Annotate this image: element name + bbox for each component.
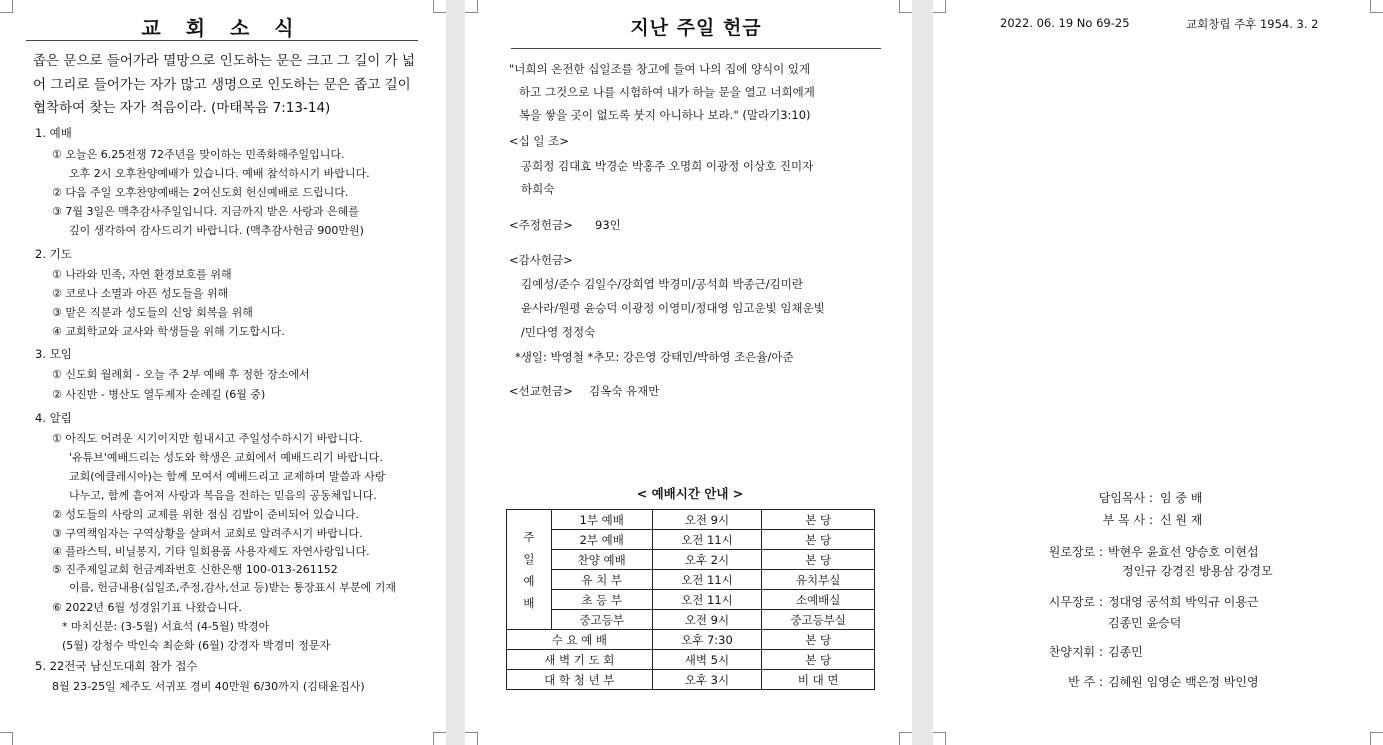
table-row bbox=[507, 630, 875, 650]
choir-director: 김종민 bbox=[1108, 645, 1143, 659]
pastor-label: 담임목사 : bbox=[1098, 491, 1153, 505]
pastor-name: 임 중 배 bbox=[1160, 491, 1203, 505]
list-item-cont: 깊이 생각하여 감사드리기 바랍니다. (맥추감사헌금 900만원) bbox=[69, 224, 364, 237]
list-item-cont: (5월) 강청수 박인숙 최순화 (6월) 강경자 박경미 정문자 bbox=[62, 639, 331, 652]
crop-mark bbox=[1370, 732, 1383, 745]
service-name: 수 요 예 배 bbox=[507, 630, 653, 650]
list-item: ① 오늘은 6.25전쟁 72주년을 맞이하는 민족화해주일입니다. bbox=[52, 148, 345, 161]
thanks-label: <감사헌금> bbox=[509, 253, 573, 267]
list-item: ④ 교회학교와 교사와 학생들을 위해 기도합시다. bbox=[52, 325, 285, 338]
thanks-names: 김예성/준수 김일수/강희엽 박경미/공석희 박종근/김미란 bbox=[521, 277, 803, 291]
list-item: ④ 플라스틱, 비닐봉지, 기타 일회용품 사용자제도 자연사랑입니다. bbox=[52, 545, 370, 558]
accompanists: 김혜원 임영순 백은정 박인영 bbox=[1108, 675, 1259, 689]
section-heading: 2. 기도 bbox=[35, 247, 72, 261]
list-item: ② 사진반 - 병산도 열두제자 순례길 (6월 중) bbox=[52, 388, 266, 401]
emeritus-elders: 정인규 강경진 방용삼 강경모 bbox=[1122, 564, 1273, 578]
accompanist-label: 반 주 : bbox=[1068, 675, 1103, 689]
crop-mark bbox=[1370, 0, 1383, 13]
service-place: 본 당 bbox=[762, 550, 875, 570]
schedule-title: < 예배시간 안내 > bbox=[636, 486, 744, 501]
service-name: 중고등부 bbox=[551, 610, 652, 630]
list-item: ③ 구역책임자는 구역상황을 살펴서 교회로 알려주시기 바랍니다. bbox=[52, 527, 363, 540]
service-time: 오전 11시 bbox=[652, 530, 762, 550]
worship-schedule-table bbox=[506, 509, 875, 690]
service-time: 오전 11시 bbox=[652, 570, 762, 590]
emeritus-elders-label: 원로장로 : bbox=[1048, 545, 1103, 559]
service-place: 소예배실 bbox=[762, 590, 875, 610]
service-name: 1부 예배 bbox=[551, 510, 652, 530]
sunday-worship-group: 주 일 예 배 bbox=[507, 510, 552, 630]
service-place: 본 당 bbox=[762, 510, 875, 530]
crop-mark bbox=[433, 0, 446, 13]
thanks-names: /민다영 정정숙 bbox=[521, 325, 596, 339]
list-item: ② 코로나 소멸과 아픈 성도들을 위해 bbox=[52, 287, 229, 300]
crop-mark bbox=[0, 0, 13, 13]
list-item: ① 신도회 월례회 - 오늘 주 2부 예배 후 정한 장소에서 bbox=[52, 368, 310, 381]
crop-mark bbox=[465, 0, 478, 13]
crop-mark bbox=[433, 732, 446, 745]
crop-mark bbox=[899, 0, 912, 13]
active-elders-label: 시무장로 : bbox=[1048, 595, 1103, 609]
emeritus-elders: 박현우 윤효선 양승호 이현섭 bbox=[1108, 545, 1259, 559]
table-row bbox=[507, 550, 875, 570]
service-name: 2부 예배 bbox=[551, 530, 652, 550]
tithe-names: 공희정 김대효 박경순 박홍주 오명희 이광정 이상호 진미자 bbox=[521, 159, 814, 173]
tithe-names: 하희숙 bbox=[521, 182, 555, 196]
mission-names: 김옥숙 유재만 bbox=[589, 384, 660, 398]
quote-line: 복을 쌓을 곳이 없도록 붓지 아니하나 보라." (말라기3:10) bbox=[519, 108, 811, 122]
list-item: 8월 23-25일 제주도 서귀포 경비 40만원 6/30까지 (김태윤집사) bbox=[52, 680, 365, 693]
title-rule bbox=[511, 48, 881, 49]
assoc-pastor-name: 신 원 재 bbox=[1160, 513, 1203, 527]
service-time: 오후 7:30 bbox=[652, 630, 762, 650]
service-place: 중고등부실 bbox=[762, 610, 875, 630]
tithe-label: <십 일 조> bbox=[509, 134, 569, 148]
mission-label: <선교헌금> bbox=[509, 384, 573, 398]
scripture-verse: 좁은 문으로 들어가라 멸망으로 인도하는 문은 크고 그 길이 가 넓어 그리로 들어가는 자가 많고 생명으로 인도하는 문은 좁고 길이 협착하여 찾는 자가 적음이라. (마태복음 7:13-14) bbox=[33, 53, 415, 116]
list-item: ⑤ 진주제일교회 헌금계좌번호 신한은행 100-013-261152 bbox=[52, 563, 338, 576]
service-place: 유치부실 bbox=[762, 570, 875, 590]
service-time: 새벽 5시 bbox=[652, 650, 762, 670]
list-item: ② 다음 주일 오후찬양예배는 2여신도회 헌신예배로 드립니다. bbox=[52, 186, 349, 199]
list-item: ③ 7월 3일은 맥추감사주일입니다. 지금까지 받은 사랑과 은혜를 bbox=[52, 205, 359, 218]
section-heading: 1. 예배 bbox=[35, 126, 72, 140]
service-time: 오전 9시 bbox=[652, 510, 762, 530]
list-item-cont: '유튜브'예배드리는 성도와 학생은 교회에서 예배드리기 바랍니다. bbox=[69, 451, 383, 464]
crop-mark bbox=[899, 732, 912, 745]
service-place: 본 당 bbox=[762, 650, 875, 670]
page-church-news bbox=[0, 0, 446, 745]
sunday-offering-value: 93인 bbox=[595, 218, 621, 232]
issue-date-number: 2022. 06. 19 No 69-25 bbox=[1000, 16, 1130, 30]
list-item: ② 성도들의 사랑의 교제를 위한 점심 김밥이 준비되어 있습니다. bbox=[52, 508, 359, 521]
crop-mark bbox=[465, 732, 478, 745]
list-item-cont: 나누고, 함께 흩어져 사랑과 복음을 전하는 믿음의 공동체입니다. bbox=[69, 489, 377, 502]
table-row bbox=[507, 610, 875, 630]
list-item-cont: 오후 2시 오후찬양예배가 있습니다. 예배 참석하시기 바랍니다. bbox=[69, 167, 370, 180]
page-offerings bbox=[465, 0, 912, 745]
service-place: 비 대 면 bbox=[762, 670, 875, 690]
service-time: 오전 9시 bbox=[652, 610, 762, 630]
service-place: 본 당 bbox=[762, 530, 875, 550]
table-row bbox=[507, 590, 875, 610]
crop-mark bbox=[933, 0, 946, 13]
list-item-cont: 교회(에클레시아)는 함께 모여서 예배드리고 교제하며 말씀과 사랑 bbox=[69, 470, 386, 483]
active-elders: 정대영 공석희 박익규 이용근 bbox=[1108, 595, 1259, 609]
list-item-cont: 이름, 헌금내용(십일조,주정,감사,선교 등)받는 통장표시 부분에 기재 bbox=[69, 581, 396, 594]
table-row bbox=[507, 530, 875, 550]
sunday-offering-label: <주정헌금> bbox=[509, 218, 573, 232]
list-item: ① 나라와 민족, 자연 환경보호를 위해 bbox=[52, 268, 232, 281]
thanks-names: 윤사라/원평 윤승덕 이광정 이영미/정대영 임고운빛 임채운빛 bbox=[521, 301, 825, 315]
table-row bbox=[507, 510, 875, 530]
service-place: 본 당 bbox=[762, 630, 875, 650]
list-item: ① 아직도 어려운 시기이지만 힘내시고 주일성수하시기 바랍니다. bbox=[52, 432, 363, 445]
service-name: 새 벽 기 도 회 bbox=[507, 650, 653, 670]
list-item: ③ 맡은 직분과 성도들의 신앙 회복을 위해 bbox=[52, 306, 253, 319]
list-item: * 마치신분: (3-5월) 서효석 (4-5월) 박경아 bbox=[62, 620, 270, 633]
table-row bbox=[507, 650, 875, 670]
table-row bbox=[507, 570, 875, 590]
assoc-pastor-label: 부 목 사 : bbox=[1102, 513, 1153, 527]
birthday-memorial: *생일: 박영철 *추모: 강은영 강태민/박하영 조은율/아준 bbox=[515, 350, 794, 364]
title-rule bbox=[26, 40, 418, 41]
page-title: 교 회 소 식 bbox=[141, 16, 303, 40]
service-time: 오후 3시 bbox=[652, 670, 762, 690]
quote-line: 하고 그것으로 나를 시험하여 내가 하늘 문을 열고 너희에게 bbox=[519, 85, 815, 99]
section-heading: 3. 모임 bbox=[35, 347, 72, 361]
quote-line: "너희의 온전한 십일조를 창고에 들여 나의 집에 양식이 있게 bbox=[509, 62, 811, 76]
service-time: 오후 2시 bbox=[652, 550, 762, 570]
table-row bbox=[507, 670, 875, 690]
section-heading: 4. 알림 bbox=[35, 411, 72, 425]
choir-director-label: 찬양지휘 : bbox=[1048, 645, 1103, 659]
page-cover bbox=[933, 0, 1383, 745]
page-title: 지난 주일 헌금 bbox=[630, 17, 762, 39]
church-founding: 교회창립 주후 1954. 3. 2 bbox=[1186, 17, 1319, 31]
active-elders: 김종민 윤승덕 bbox=[1108, 616, 1182, 630]
service-name: 유 치 부 bbox=[551, 570, 652, 590]
crop-mark bbox=[933, 732, 946, 745]
crop-mark bbox=[0, 732, 13, 745]
list-item: ⑥ 2022년 6월 성경읽기표 나왔습니다. bbox=[52, 601, 242, 614]
service-time: 오전 11시 bbox=[652, 590, 762, 610]
service-name: 초 등 부 bbox=[551, 590, 652, 610]
service-name: 찬양 예배 bbox=[551, 550, 652, 570]
section-heading: 5. 22전국 남신도대회 참가 접수 bbox=[35, 659, 198, 673]
service-name: 대 학 청 년 부 bbox=[507, 670, 653, 690]
